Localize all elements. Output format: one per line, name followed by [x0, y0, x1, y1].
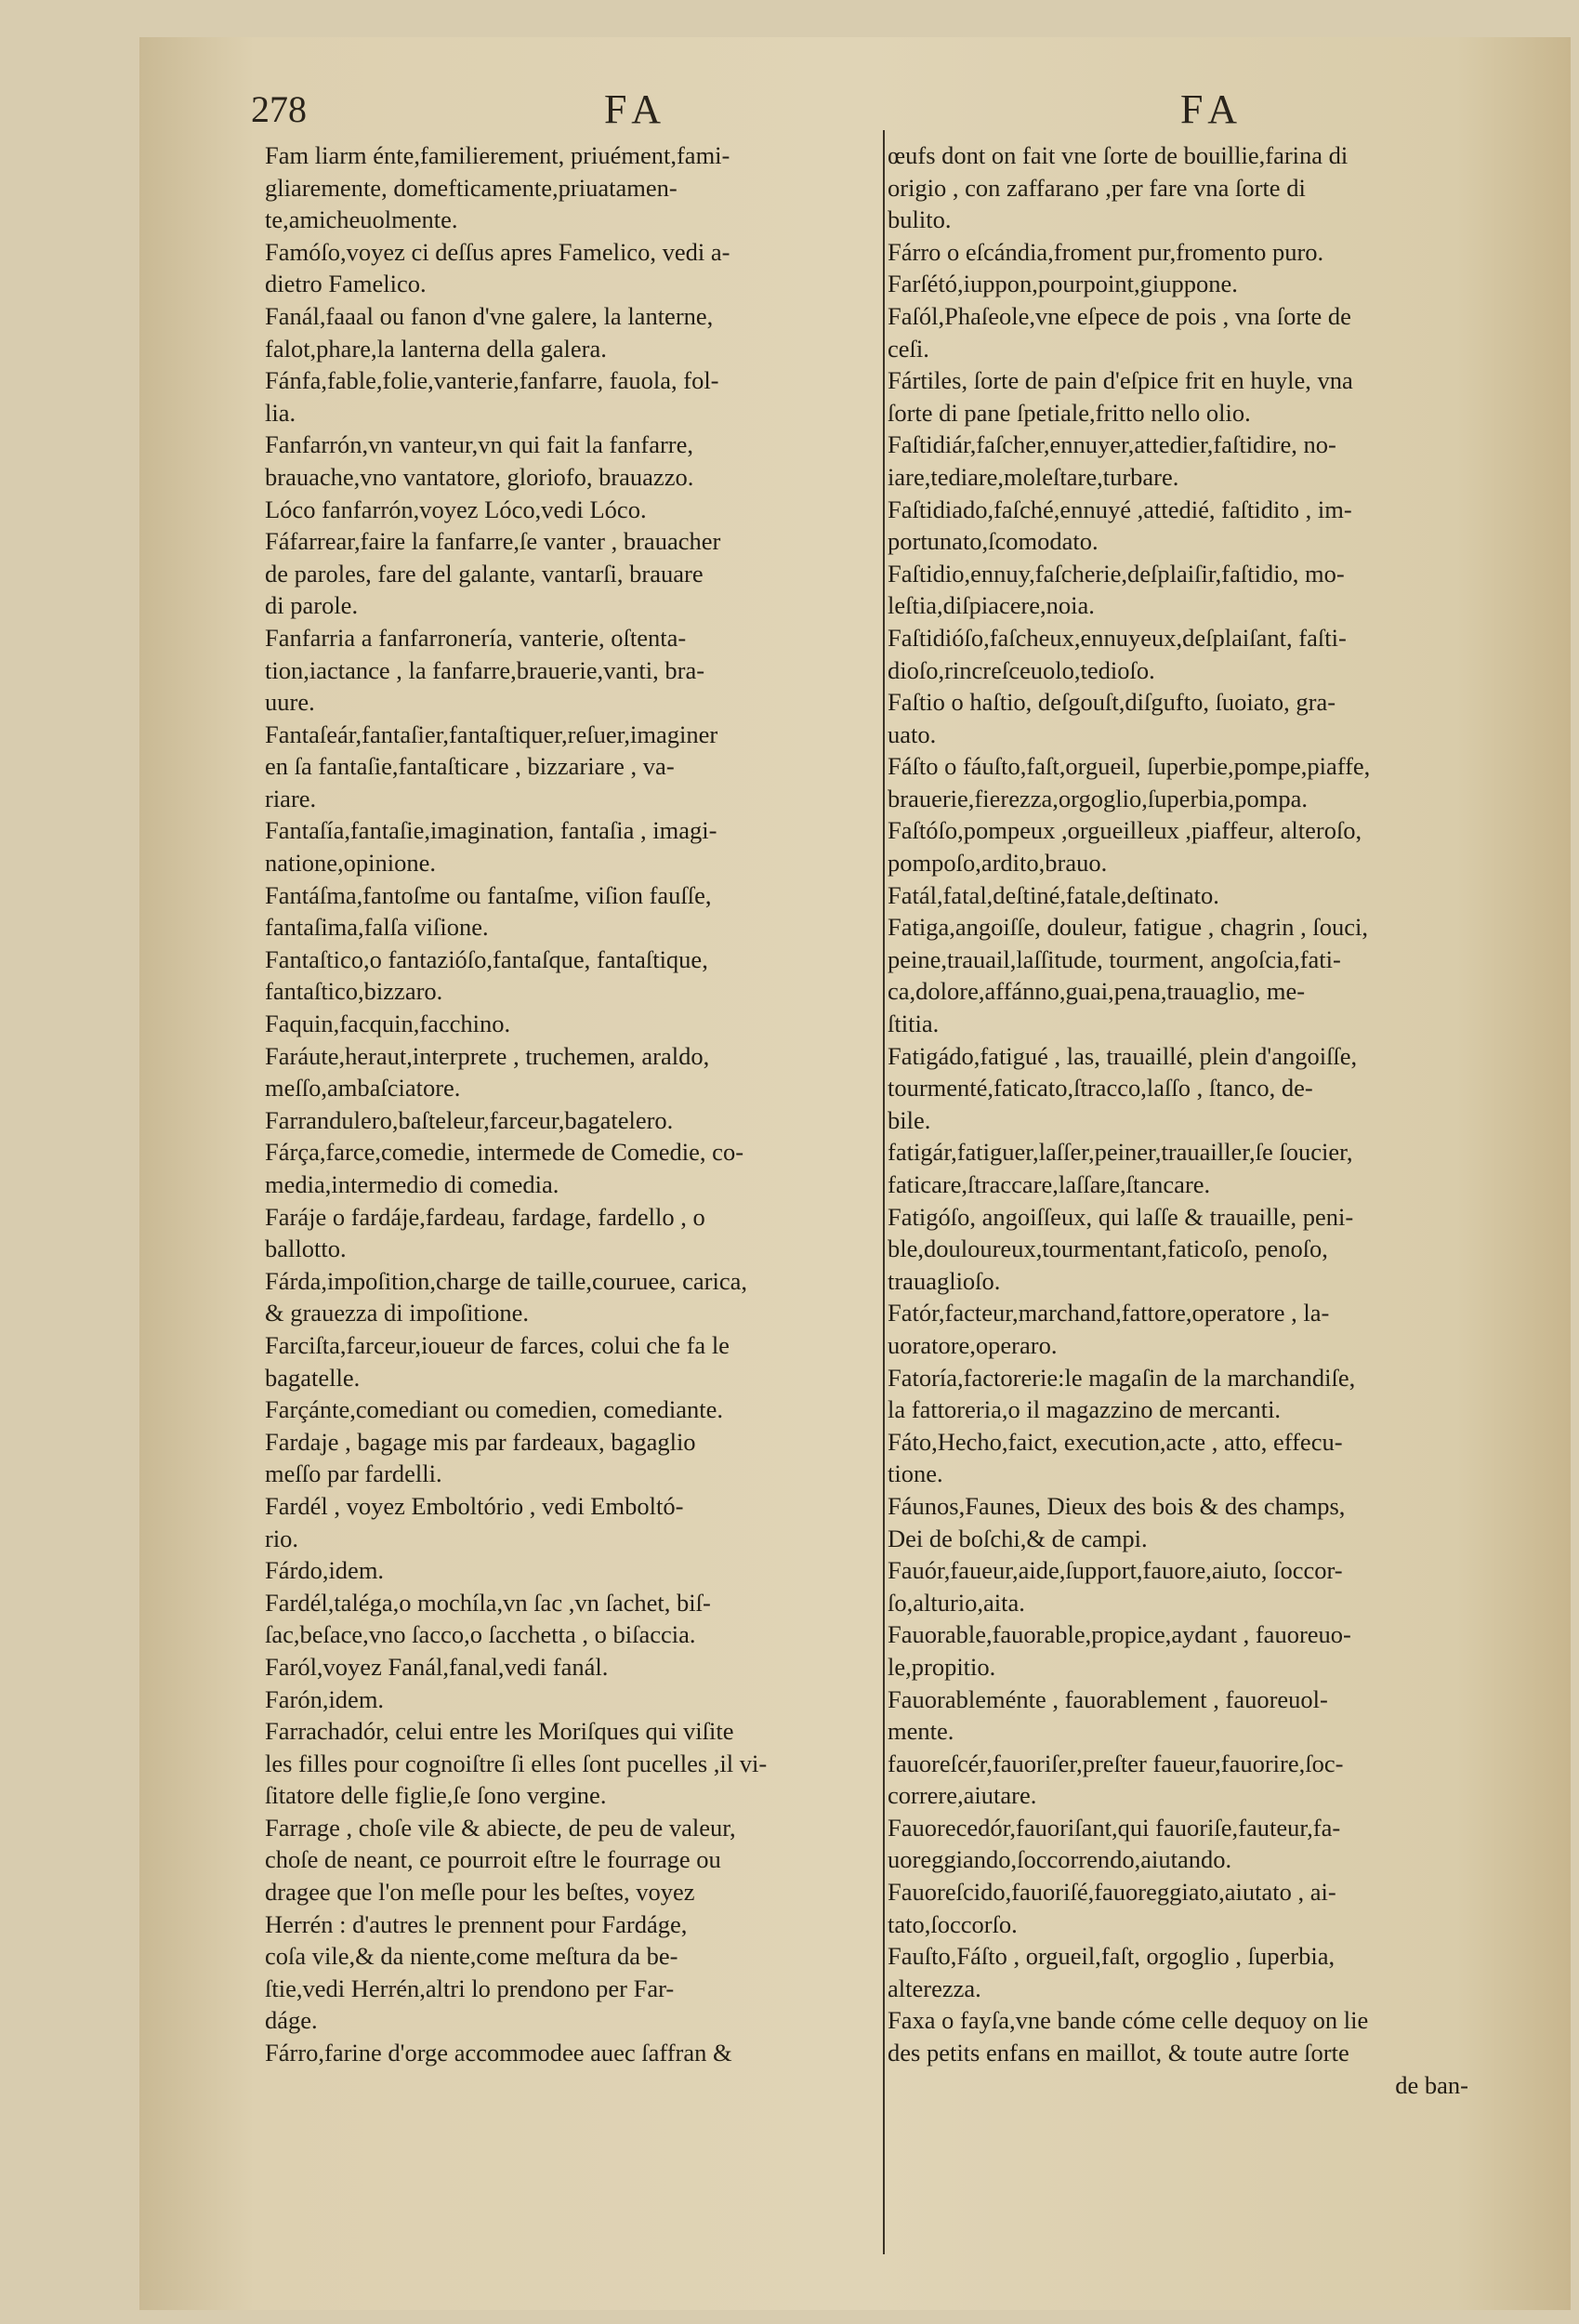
dictionary-line: les filles pour cognoiſtre ſi elles ſont pucelles ,il vi-	[265, 1749, 768, 1777]
dictionary-line: Faſtóſo,pompeux ,orgueilleux ,piaffeur, alteroſo,	[888, 816, 1362, 845]
dictionary-line: alterezza.	[888, 1974, 981, 2002]
dictionary-line: Famóſo,voyez ci deſſus apres Famelico, vedi a-	[265, 237, 730, 266]
page-number: 278	[251, 88, 307, 130]
dictionary-line: Lóco fanfarrón,voyez Lóco,vedi Lóco.	[265, 495, 647, 523]
dictionary-line: de paroles, fare del galante, vantarſi, brauare	[265, 559, 704, 588]
dictionary-line: Faſtidio,ennuy,faſcherie,deſplaiſir,faſtidio, mo-	[888, 559, 1345, 588]
dictionary-line: tato,ſoccorſo.	[888, 1909, 1018, 1938]
dictionary-line: ballotto.	[265, 1235, 347, 1263]
dictionary-line: Fatór,facteur,marchand,fattore,operatore , la-	[888, 1299, 1330, 1327]
dictionary-line: brauache,vno vantatore, gloriofo, brauazzo.	[265, 462, 694, 491]
dictionary-line: Fatoría,factorerie:le magaſin de la marchandiſe,	[888, 1363, 1356, 1392]
dictionary-line: Farón,idem.	[265, 1684, 385, 1713]
dictionary-line: Farçánte,comediant ou comedien, comediante.	[265, 1395, 723, 1424]
dictionary-line: brauerie,fierezza,orgoglio,ſuperbia,pompa.	[888, 784, 1309, 812]
dictionary-line: Fáunos,Faunes, Dieux des bois & des champs,	[888, 1491, 1346, 1520]
dictionary-line: des petits enfans en maillot, & toute autre ſorte	[888, 2039, 1349, 2067]
dictionary-line: Fardél,talégа,o mochíla,vn ſac ,vn ſachet, biſ-	[265, 1588, 711, 1617]
dictionary-line: gliaremente, domefticamente,priuatamen-	[265, 173, 678, 202]
dictionary-line: Faról,voyez Fanál,fanal,vedi fanál.	[265, 1652, 609, 1681]
dictionary-line: riare.	[265, 784, 317, 812]
dictionary-line: uure.	[265, 688, 315, 717]
dictionary-line: trauaglioſo.	[888, 1266, 1001, 1295]
dictionary-line: media,intermedio di comedia.	[265, 1170, 559, 1198]
left-heading: FA	[604, 86, 668, 132]
dictionary-line: & grauezza di impoſitione.	[265, 1299, 530, 1327]
dictionary-line: Fauorableménte , fauorablement , fauoreuol-	[888, 1684, 1328, 1713]
dictionary-line: faticare,ſtraccare,laſſare,ſtancare.	[888, 1170, 1211, 1198]
dictionary-line: Fantaſeár,fantaſier,fantaſtiquer,reſuer,imaginer	[265, 720, 718, 748]
dictionary-line: fantaſima,falſa viſione.	[265, 913, 489, 942]
dictionary-line: bagatelle.	[265, 1363, 361, 1392]
dictionary-line: Fantáſma,fantoſme ou fantaſme, viſion fauſſe,	[265, 880, 712, 909]
dictionary-line: Farſétó,iuppon,pourpoint,giuppone.	[888, 270, 1238, 298]
dictionary-line: Fárdo,idem.	[265, 1556, 385, 1585]
dictionary-line: bile.	[888, 1105, 931, 1134]
dictionary-line: Fártiles, ſorte de pain d'eſpice frit en huyle, vna	[888, 366, 1353, 395]
dictionary-line: Farrage , choſe vile & abiecte, de peu de valeur,	[265, 1813, 736, 1842]
dictionary-line: Fáto,Hecho,faict, execution,acte , atto, effecu-	[888, 1427, 1343, 1456]
dictionary-line: ſtitia.	[888, 1010, 940, 1038]
dictionary-line: falot,phare,la lanterna della galera.	[265, 334, 607, 363]
dictionary-line: Fauorable,fauorable,propice,aydant , fauoreuo-	[888, 1620, 1351, 1649]
right-heading: FA	[1180, 86, 1244, 132]
dictionary-line: Farrachadór, celui entre les Moriſques qui viſite	[265, 1717, 734, 1746]
dictionary-line: natione,opinione.	[265, 849, 436, 878]
dictionary-line: ſitatore delle figlie,ſe ſono vergine.	[265, 1781, 607, 1810]
dictionary-line: Fáfarrear,faire la fanfarre,ſe vanter , brauacher	[265, 527, 721, 556]
dictionary-line: dioſo,rincreſceuolo,tedioſo.	[888, 655, 1155, 684]
dictionary-line: Faxa o fayſa,vne bande cóme celle dequoy on lie	[888, 2006, 1369, 2035]
dictionary-line: ſac,beſace,vno ſacco,o ſacchetta , o biſaccia.	[265, 1620, 696, 1649]
dictionary-line: tion,iactance , la fanfarre,brauerie,vanti, bra-	[265, 655, 705, 684]
dictionary-line: Fanfarria a fanfarronería, vanterie, oſtenta-	[265, 623, 687, 652]
dictionary-line: Fauór,faueur,aide,ſupport,fauore,aiuto, ſoccor-	[888, 1556, 1343, 1585]
dictionary-line: choſe de neant, ce pourroit eſtre le fourrage ou	[265, 1845, 721, 1874]
dictionary-line: correre,aiutare.	[888, 1781, 1037, 1810]
dictionary-line: Fárça,farce,comedie, intermede de Comedie, co-	[265, 1138, 744, 1167]
dictionary-line: Fárda,impoſition,charge de taille,couruee, carica,	[265, 1266, 747, 1295]
dictionary-line: pompoſo,ardito,brauo.	[888, 849, 1108, 878]
dictionary-line: Fáſto o fáuſto,faſt,orgueil, ſuperbie,pompe,piaffe,	[888, 752, 1371, 781]
right-column	[888, 139, 1506, 2101]
dictionary-line: Fam liarm énte,familierement, priuément,fami-	[265, 141, 730, 169]
dictionary-line: uato.	[888, 720, 937, 748]
dictionary-line: leſtia,diſpiacere,noia.	[888, 591, 1095, 620]
dictionary-line: te,amicheuolmente.	[265, 205, 458, 234]
dictionary-line: uoratore,operaro.	[888, 1330, 1058, 1359]
dictionary-line: tourmenté,faticato,ſtracco,laſſo , ſtanco, de-	[888, 1074, 1313, 1103]
dictionary-line: Fauoreſcido,fauoriſé,fauoreggiato,aiutato , ai-	[888, 1878, 1336, 1907]
dictionary-line: mente.	[888, 1717, 954, 1746]
dictionary-line: meſſo,ambaſciatore.	[265, 1074, 461, 1103]
dictionary-line: ca,dolore,affánno,guai,pena,trauaglio, me-	[888, 977, 1306, 1006]
dictionary-line: bulito.	[888, 205, 952, 234]
dictionary-line: dragee que l'on meſle pour les beſtes, voyez	[265, 1878, 695, 1907]
left-column	[265, 139, 883, 2069]
page-header	[251, 86, 1496, 130]
dictionary-line: tione.	[888, 1459, 943, 1488]
dictionary-line: iare,tediare,moleſtare,turbare.	[888, 462, 1179, 491]
dictionary-line: fantaſtico,bizzaro.	[265, 977, 443, 1006]
dictionary-line: Fardél , voyez Emboltório , vedi Emboltó-	[265, 1491, 684, 1520]
dictionary-line: Farciſta,farceur,ioueur de farces, colui che fa le	[265, 1330, 730, 1359]
dictionary-line: Fantaſtico,o fantazióſo,fantaſque, fantaſtique,	[265, 944, 708, 973]
dictionary-line: Fatál,fatal,deſtiné,fatale,deſtinato.	[888, 880, 1219, 909]
dictionary-line: Faſtio o haſtio, deſgouſt,diſgufto, ſuoiato, gra-	[888, 688, 1336, 717]
dictionary-line: Faráute,heraut,interprete , truchemen, araldo,	[265, 1041, 710, 1070]
dictionary-line: Faquin,facquin,facchino.	[265, 1010, 511, 1038]
dictionary-line: ſorte di pane ſpetiale,fritto nello olio.	[888, 398, 1251, 427]
dictionary-line: Herrén : d'autres le prennent pour Fardáge,	[265, 1909, 688, 1938]
dictionary-line: fauoreſcér,fauoriſer,preſter faueur,fauorire,ſoc-	[888, 1749, 1344, 1777]
dictionary-line: Fánfa,fable,folie,vanterie,fanfarre, fauola, fol-	[265, 366, 719, 395]
dictionary-line: Fanál,faaal ou fanon d'vne galere, la lanterne,	[265, 301, 714, 330]
dictionary-line: uoreggiando,ſoccorrendo,aiutando.	[888, 1845, 1232, 1874]
dictionary-line: ceſi.	[888, 334, 929, 363]
dictionary-line: Fantaſía,fantaſie,imagination, fantaſia , imagi-	[265, 816, 717, 845]
dictionary-line: Dei de boſchi,& de campi.	[888, 1524, 1148, 1552]
dictionary-line: coſa vile,& da niente,come meſtura da be-	[265, 1942, 678, 1971]
dictionary-line: di parole.	[265, 591, 359, 620]
dictionary-line: Faſtidiár,faſcher,ennuyer,attedier,faſtidire, no-	[888, 430, 1336, 459]
dictionary-line: fatigár,fatiguer,laſſer,peiner,trauailler,ſe ſoucier,	[888, 1138, 1353, 1167]
dictionary-line: Farrandulero,baſteleur,farceur,bagatelero.	[265, 1105, 674, 1134]
dictionary-line: Fanfarrón,vn vanteur,vn qui fait la fanfarre,	[265, 430, 694, 459]
dictionary-line: Fatiga,angoiſſe, douleur, fatigue , chagrin , ſouci,	[888, 913, 1369, 942]
column-divider	[883, 130, 885, 2254]
dictionary-line: Fauſto,Fáſto , orgueil,faſt, orgoglio , ſuperbia,	[888, 1942, 1336, 1971]
dictionary-line: en ſa fantaſie,fantaſticare , bizzariare , va-	[265, 752, 675, 781]
dictionary-line: peine,trauail,laſſitude, tourment, angoſcia,fati-	[888, 944, 1341, 973]
dictionary-line: lia.	[265, 398, 296, 427]
dictionary-line: Fatigóſo, angoiſſeux, qui laſſe & trauaille, peni-	[888, 1202, 1354, 1231]
dictionary-line: Fauorecedór,fauoriſant,qui fauoriſe,fauteur,fa-	[888, 1813, 1341, 1842]
dictionary-line: Faſtidiado,faſché,ennuyé ,attedié, faſtidito , im-	[888, 495, 1352, 523]
dictionary-line: Fatigádo,fatigué , las, trauaillé, plein d'angoiſſe,	[888, 1041, 1358, 1070]
dictionary-line: Faſól,Phaſeole,vne eſpece de pois , vna ſorte de	[888, 301, 1351, 330]
dictionary-line: origio , con zaffarano ,per fare vna ſorte di	[888, 173, 1306, 202]
dictionary-line: œufs dont on fait vne ſorte de bouillie,farina di	[888, 141, 1349, 169]
dictionary-line: la fattoreria,o il magazzino de mercanti.	[888, 1395, 1282, 1424]
dictionary-line: ble,douloureux,tourmentant,faticoſo, penoſo,	[888, 1235, 1328, 1263]
dictionary-line: dáge.	[265, 2006, 318, 2035]
dictionary-line: dietro Famelico.	[265, 270, 427, 298]
dictionary-line: Fardaje , bagage mis par fardeaux, bagaglio	[265, 1427, 696, 1456]
dictionary-line: le,propitio.	[888, 1652, 996, 1681]
dictionary-line: Faráje o fardáje,fardeau, fardage, fardello , o	[265, 1202, 705, 1231]
dictionary-line: Faſtidióſo,faſcheux,ennuyeux,deſplaiſant, faſti-	[888, 623, 1347, 652]
dictionary-line: ſo,alturio,aita.	[888, 1588, 1025, 1617]
dictionary-line: Fárro o eſcándia,froment pur,fromento puro.	[888, 237, 1324, 266]
dictionary-line: de ban-	[1395, 2070, 1468, 2099]
dictionary-line: meſſo par fardelli.	[265, 1459, 442, 1488]
dictionary-line: rio.	[265, 1524, 299, 1552]
dictionary-line: ſtie,vedi Herrén,altri lo prendono per Far-	[265, 1974, 675, 2002]
dictionary-line: Fárro,farine d'orge accommodee auec ſaffran &	[265, 2039, 732, 2067]
dictionary-line: portunato,ſcomodato.	[888, 527, 1099, 556]
